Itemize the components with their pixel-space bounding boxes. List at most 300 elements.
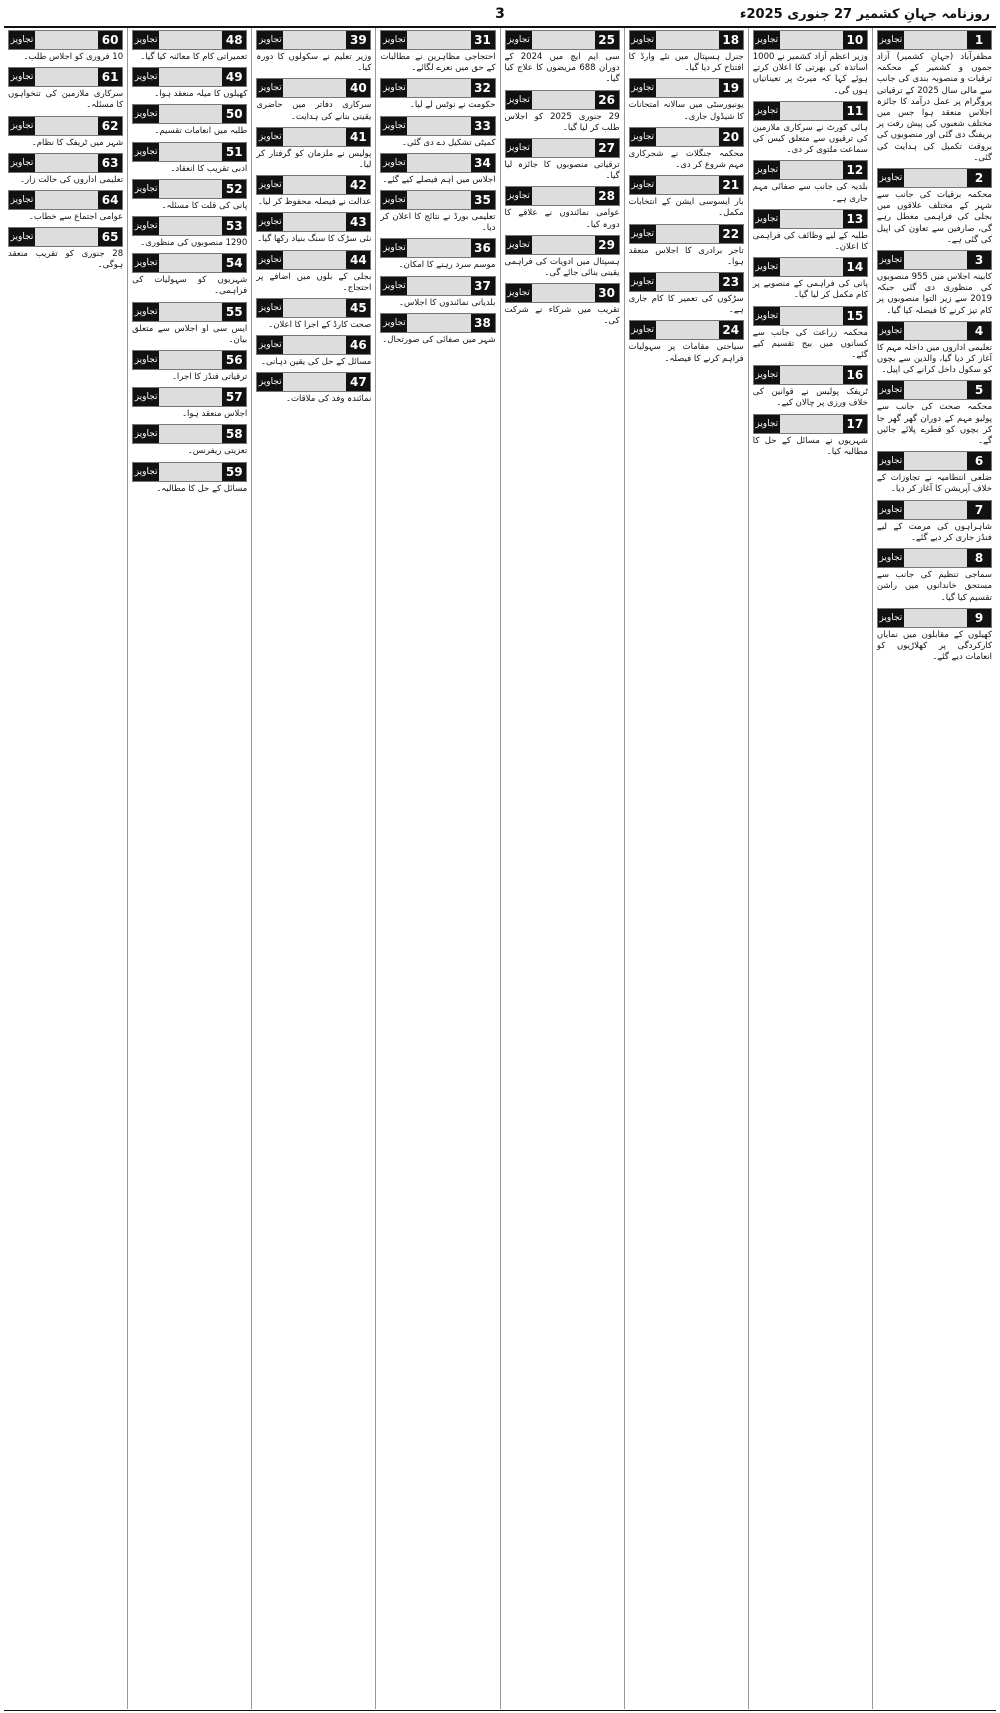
item-number: 46	[346, 336, 370, 354]
item-bar-fill	[904, 322, 967, 340]
item-number: 7	[967, 501, 991, 519]
item-body-text: شہر میں صفائی کی صورتحال۔	[382, 334, 496, 345]
footer-rule	[4, 1710, 996, 1711]
item-body-text: ترقیاتی فنڈز کا اجرا۔	[171, 372, 248, 383]
item-body-text: محکمہ جنگلات نے شجرکاری مہم شروع کر دی۔	[628, 148, 744, 171]
item-bar-fill	[159, 254, 222, 272]
news-item	[132, 302, 247, 346]
item-header-bar	[256, 250, 371, 270]
item-header-bar	[8, 227, 123, 247]
item-badge: تجاویز	[630, 273, 656, 291]
item-header-bar	[256, 212, 371, 232]
item-body-text: مسائل کے حل کا مطالبہ۔	[156, 483, 248, 494]
item-badge: تجاویز	[133, 351, 159, 369]
item-badge: تجاویز	[133, 180, 159, 198]
item-badge: تجاویز	[506, 284, 532, 302]
item-badge: تجاویز	[381, 31, 407, 49]
item-number: 11	[843, 102, 867, 120]
item-bar-fill	[532, 31, 595, 49]
page-number: 3	[495, 6, 505, 22]
item-number: 30	[595, 284, 619, 302]
item-number: 16	[843, 366, 867, 384]
item-badge: تجاویز	[133, 425, 159, 443]
item-number: 58	[222, 425, 246, 443]
item-badge: تجاویز	[381, 154, 407, 172]
item-header-bar	[132, 462, 247, 482]
item-badge: تجاویز	[754, 307, 780, 325]
item-badge: تجاویز	[133, 105, 159, 123]
item-number: 15	[843, 307, 867, 325]
item-number: 10	[843, 31, 867, 49]
item-bar-fill	[904, 549, 967, 567]
news-item	[8, 30, 123, 63]
item-body-text: پولیس نے ملزمان کو گرفتار کر لیا۔	[256, 148, 372, 171]
item-badge: تجاویز	[9, 154, 35, 172]
item-body-text: اجلاس میں اہم فیصلے کیے گئے۔	[382, 174, 496, 185]
item-bar-fill	[159, 351, 222, 369]
item-header-bar	[132, 30, 247, 50]
news-column	[4, 28, 127, 1709]
item-badge: تجاویز	[754, 415, 780, 433]
item-badge: تجاویز	[381, 314, 407, 332]
item-bar-fill	[532, 236, 595, 254]
item-bar-fill	[283, 299, 346, 317]
item-body-text: شہریوں نے مسائل کے حل کا مطالبہ کیا۔	[752, 435, 868, 457]
news-item	[8, 67, 123, 111]
news-item	[380, 313, 495, 346]
item-number: 24	[719, 321, 743, 339]
news-item	[629, 30, 744, 74]
item-header-bar	[380, 30, 495, 50]
item-bar-fill	[159, 31, 222, 49]
news-item	[629, 78, 744, 122]
item-number: 20	[719, 128, 743, 146]
item-header-bar	[877, 451, 992, 471]
item-header-bar	[256, 298, 371, 318]
item-bar-fill	[780, 102, 843, 120]
item-header-bar	[753, 30, 868, 50]
item-number: 2	[967, 169, 991, 187]
item-bar-fill	[904, 609, 967, 627]
item-bar-fill	[904, 501, 967, 519]
item-number: 43	[346, 213, 370, 231]
item-badge: تجاویز	[257, 373, 283, 391]
item-body-text: سڑکوں کی تعمیر کا کام جاری ہے۔	[628, 294, 744, 316]
item-header-bar	[8, 153, 123, 173]
item-body-text: سرکاری دفاتر میں حاضری یقینی بنانے کی ہدایت۔	[256, 100, 372, 122]
item-number: 61	[98, 68, 122, 86]
item-badge: تجاویز	[9, 191, 35, 209]
item-bar-fill	[159, 105, 222, 123]
item-badge: تجاویز	[381, 191, 407, 209]
item-body-text: سماجی تنظیم کی جانب سے مستحق خاندانوں میں راشن تقسیم کیا گیا۔	[876, 570, 992, 603]
news-item	[877, 608, 992, 664]
news-column	[251, 28, 375, 1709]
item-header-bar	[753, 101, 868, 121]
item-header-bar	[380, 78, 495, 98]
item-number: 33	[471, 117, 495, 135]
item-body-text: عوامی نمائندوں نے علاقے کا دورہ کیا۔	[504, 208, 620, 230]
item-bar-fill	[780, 31, 843, 49]
item-body-text: اجلاس منعقد ہوا۔	[182, 409, 248, 420]
news-item	[505, 235, 620, 279]
news-item	[505, 90, 620, 134]
item-badge: تجاویز	[506, 31, 532, 49]
news-column	[748, 28, 872, 1709]
item-header-bar	[380, 116, 495, 136]
item-header-bar	[132, 253, 247, 273]
item-body-text: ہائی کورٹ نے سرکاری ملازمین کی ترقیوں سے متعلق کیس کی سماعت ملتوی کر دی۔	[752, 122, 868, 156]
item-badge: تجاویز	[754, 366, 780, 384]
item-bar-fill	[159, 217, 222, 235]
item-bar-fill	[780, 258, 843, 276]
item-body-text: پانی کی قلت کا مسئلہ۔	[161, 200, 248, 211]
item-header-bar	[629, 175, 744, 195]
news-item	[753, 209, 868, 253]
item-number: 56	[222, 351, 246, 369]
item-bar-fill	[904, 31, 967, 49]
item-header-bar	[380, 190, 495, 210]
news-item	[132, 216, 247, 249]
item-bar-fill	[656, 128, 719, 146]
item-header-bar	[877, 548, 992, 568]
item-number: 32	[471, 79, 495, 97]
item-body-text: کھیلوں کا میلہ منعقد ہوا۔	[154, 89, 248, 100]
item-header-bar	[132, 350, 247, 370]
item-header-bar	[380, 313, 495, 333]
news-item	[753, 365, 868, 409]
news-column	[127, 28, 251, 1709]
item-number: 48	[222, 31, 246, 49]
item-number: 52	[222, 180, 246, 198]
item-badge: تجاویز	[257, 176, 283, 194]
item-badge: تجاویز	[506, 91, 532, 109]
item-header-bar	[132, 216, 247, 236]
item-number: 25	[595, 31, 619, 49]
item-badge: تجاویز	[133, 254, 159, 272]
item-body-text: یونیورسٹی میں سالانہ امتحانات کا شیڈول جاری۔	[628, 100, 744, 122]
item-body-text: تعزیتی ریفرنس۔	[187, 446, 248, 457]
item-number: 14	[843, 258, 867, 276]
item-bar-fill	[532, 91, 595, 109]
item-badge: تجاویز	[133, 303, 159, 321]
item-badge: تجاویز	[9, 117, 35, 135]
item-header-bar	[505, 235, 620, 255]
news-item	[132, 462, 247, 495]
news-item	[380, 78, 495, 111]
item-body-text: پانی کی فراہمی کے منصوبے پر کام مکمل کر لیا گیا۔	[752, 279, 868, 301]
item-number: 28	[595, 187, 619, 205]
item-badge: تجاویز	[878, 381, 904, 399]
news-item	[877, 321, 992, 377]
item-body-text: مسائل کے حل کی یقین دہانی۔	[260, 357, 372, 368]
masthead	[4, 6, 996, 28]
item-number: 63	[98, 154, 122, 172]
item-body-text: احتجاجی مظاہرین نے مطالبات کے حق میں نعرے لگائے۔	[380, 52, 496, 74]
news-item	[380, 30, 495, 74]
news-item	[877, 451, 992, 495]
item-body-text: بار ایسوسی ایشن کے انتخابات مکمل۔	[628, 197, 744, 219]
item-bar-fill	[780, 415, 843, 433]
news-item	[877, 500, 992, 544]
item-header-bar	[256, 335, 371, 355]
news-item	[629, 175, 744, 219]
item-bar-fill	[904, 452, 967, 470]
item-body-text: سیاحتی مقامات پر سہولیات فراہم کرنے کا فیصلہ۔	[628, 342, 744, 364]
item-number: 23	[719, 273, 743, 291]
item-body-text: حکومت نے نوٹس لے لیا۔	[409, 100, 496, 111]
item-header-bar	[629, 127, 744, 147]
item-header-bar	[753, 257, 868, 277]
news-item	[132, 387, 247, 420]
item-number: 6	[967, 452, 991, 470]
item-body-text: مظفرآباد (جہانِ کشمیر) آزاد جموں و کشمیر کے محکمہ ترقیات و منصوبہ بندی کی جانب سے مالی سال 2025 کے ترقیاتی پروگرام پر عمل درآمد کا جائزہ اجلاس منعقد ہوا جس میں مختلف شعبوں کی پیش رفت پر بریفنگ دی گئی اور منصوبوں کی بروقت تکمیل کی ہدایت کی گئی۔	[876, 52, 993, 163]
item-header-bar	[505, 283, 620, 303]
item-number: 1	[967, 31, 991, 49]
item-number: 51	[222, 143, 246, 161]
item-bar-fill	[407, 239, 470, 257]
item-badge: تجاویز	[257, 299, 283, 317]
item-bar-fill	[35, 228, 98, 246]
item-header-bar	[753, 160, 868, 180]
item-header-bar	[132, 387, 247, 407]
item-body-text: 28 جنوری کو تقریب منعقد ہوگی۔	[8, 249, 124, 271]
item-badge: تجاویز	[257, 31, 283, 49]
news-item	[256, 30, 371, 74]
item-badge: تجاویز	[630, 128, 656, 146]
item-number: 55	[222, 303, 246, 321]
item-number: 17	[843, 415, 867, 433]
item-badge: تجاویز	[878, 452, 904, 470]
news-item	[8, 190, 123, 223]
item-bar-fill	[283, 213, 346, 231]
news-item	[8, 153, 123, 186]
item-badge: تجاویز	[257, 79, 283, 97]
item-header-bar	[877, 380, 992, 400]
item-bar-fill	[159, 68, 222, 86]
news-item	[505, 186, 620, 230]
item-header-bar	[753, 306, 868, 326]
item-badge: تجاویز	[9, 68, 35, 86]
news-column	[375, 28, 499, 1709]
item-body-text: عدالت نے فیصلہ محفوظ کر لیا۔	[257, 197, 372, 208]
item-bar-fill	[656, 225, 719, 243]
item-badge: تجاویز	[878, 169, 904, 187]
item-body-text: محکمہ صحت کی جانب سے پولیو مہم کے دوران گھر گھر جا کر بچوں کو قطرے پلائے جائیں گے۔	[876, 402, 992, 447]
item-bar-fill	[159, 425, 222, 443]
item-bar-fill	[780, 210, 843, 228]
item-header-bar	[380, 276, 495, 296]
item-body-text: سرکاری ملازمین کی تنخواہوں کا مسئلہ۔	[8, 89, 124, 111]
item-number: 54	[222, 254, 246, 272]
item-badge: تجاویز	[630, 31, 656, 49]
item-bar-fill	[904, 381, 967, 399]
item-header-bar	[132, 67, 247, 87]
item-badge: تجاویز	[133, 143, 159, 161]
news-item	[753, 414, 868, 458]
item-body-text: بجلی کے بلوں میں اضافے پر احتجاج۔	[256, 271, 372, 293]
item-bar-fill	[407, 314, 470, 332]
item-number: 26	[595, 91, 619, 109]
item-body-text: وزیر تعلیم نے سکولوں کا دورہ کیا۔	[256, 52, 372, 74]
item-header-bar	[132, 104, 247, 124]
item-badge: تجاویز	[381, 79, 407, 97]
item-header-bar	[877, 608, 992, 628]
item-number: 42	[346, 176, 370, 194]
item-number: 65	[98, 228, 122, 246]
item-bar-fill	[656, 273, 719, 291]
item-number: 47	[346, 373, 370, 391]
item-header-bar	[256, 175, 371, 195]
item-body-text: کھیلوں کے مقابلوں میں نمایاں کارکردگی پر کھلاڑیوں کو انعامات دیے گئے۔	[876, 629, 992, 663]
item-body-text: محکمہ برقیات کی جانب سے شہر کے مختلف علاقوں میں بجلی کی فراہمی معطل رہے گی، صارفین سے تعاون کی اپیل کی گئی ہے۔	[876, 190, 992, 245]
item-bar-fill	[283, 128, 346, 146]
item-number: 57	[222, 388, 246, 406]
item-header-bar	[877, 30, 992, 50]
item-header-bar	[8, 116, 123, 136]
item-number: 31	[471, 31, 495, 49]
item-number: 8	[967, 549, 991, 567]
item-body-text: طلبہ میں انعامات تقسیم۔	[154, 126, 248, 137]
item-number: 38	[471, 314, 495, 332]
news-item	[132, 67, 247, 100]
item-body-text: ٹریفک پولیس نے قوانین کی خلاف ورزی پر چالان کیے۔	[752, 387, 868, 409]
news-item	[380, 153, 495, 186]
item-bar-fill	[407, 191, 470, 209]
item-number: 50	[222, 105, 246, 123]
item-number: 62	[98, 117, 122, 135]
item-body-text: نمائندہ وفد کی ملاقات۔	[286, 394, 372, 405]
item-bar-fill	[283, 31, 346, 49]
item-bar-fill	[283, 176, 346, 194]
item-number: 34	[471, 154, 495, 172]
item-number: 21	[719, 176, 743, 194]
item-body-text: شاہراہوں کی مرمت کے لیے فنڈز جاری کر دیے گئے۔	[876, 521, 992, 543]
item-bar-fill	[159, 180, 222, 198]
item-badge: تجاویز	[506, 236, 532, 254]
item-bar-fill	[656, 321, 719, 339]
item-number: 18	[719, 31, 743, 49]
news-item	[8, 227, 123, 271]
item-badge: تجاویز	[630, 176, 656, 194]
news-item	[132, 179, 247, 212]
item-badge: تجاویز	[9, 228, 35, 246]
item-header-bar	[629, 30, 744, 50]
item-body-text: نئی سڑک کا سنگ بنیاد رکھا گیا۔	[257, 234, 372, 245]
item-header-bar	[753, 365, 868, 385]
item-bar-fill	[283, 79, 346, 97]
item-header-bar	[8, 30, 123, 50]
item-body-text: تعلیمی اداروں میں داخلہ مہم کا آغاز کر دیا گیا، والدین سے بچوں کو سکول داخل کرانے کی اپیل۔	[876, 342, 992, 376]
item-badge: تجاویز	[133, 388, 159, 406]
item-body-text: 10 فروری کو اجلاس طلب۔	[23, 52, 124, 62]
news-item	[629, 224, 744, 268]
item-body-text: شہر میں ٹریفک کا نظام۔	[31, 137, 124, 148]
item-body-text: تقریب میں شرکاء نے شرکت کی۔	[504, 305, 620, 327]
news-item	[256, 175, 371, 208]
item-bar-fill	[35, 191, 98, 209]
news-item	[132, 30, 247, 63]
news-item	[505, 138, 620, 182]
item-bar-fill	[159, 303, 222, 321]
news-item	[256, 127, 371, 171]
item-header-bar	[629, 272, 744, 292]
news-item	[256, 298, 371, 331]
item-badge: تجاویز	[506, 139, 532, 157]
news-item	[753, 160, 868, 204]
item-bar-fill	[532, 139, 595, 157]
item-number: 59	[222, 463, 246, 481]
news-item	[8, 116, 123, 149]
item-bar-fill	[780, 161, 843, 179]
item-number: 53	[222, 217, 246, 235]
item-header-bar	[256, 372, 371, 392]
item-number: 40	[346, 79, 370, 97]
item-body-text: عوامی اجتماع سے خطاب۔	[28, 212, 124, 223]
item-body-text: محکمہ زراعت کی جانب سے کسانوں میں بیج تقسیم کیے گئے۔	[752, 327, 868, 361]
item-bar-fill	[780, 307, 843, 325]
item-number: 44	[346, 251, 370, 269]
news-item	[380, 276, 495, 309]
item-body-text: 1290 منصوبوں کی منظوری۔	[140, 238, 248, 249]
item-body-text: ایس سی او اجلاس سے متعلق بیان۔	[132, 323, 248, 345]
item-badge: تجاویز	[133, 31, 159, 49]
item-header-bar	[505, 138, 620, 158]
item-number: 49	[222, 68, 246, 86]
item-badge: تجاویز	[754, 210, 780, 228]
item-badge: تجاویز	[878, 501, 904, 519]
news-item	[629, 272, 744, 316]
item-header-bar	[877, 168, 992, 188]
item-header-bar	[505, 30, 620, 50]
item-badge: تجاویز	[257, 213, 283, 231]
item-number: 22	[719, 225, 743, 243]
item-header-bar	[380, 153, 495, 173]
item-body-text: تاجر برادری کا اجلاس منعقد ہوا۔	[628, 245, 744, 267]
item-header-bar	[505, 186, 620, 206]
item-header-bar	[8, 67, 123, 87]
item-bar-fill	[656, 79, 719, 97]
item-bar-fill	[532, 187, 595, 205]
news-item	[132, 350, 247, 383]
news-item	[132, 253, 247, 297]
item-bar-fill	[656, 176, 719, 194]
news-item	[753, 257, 868, 301]
news-item	[132, 424, 247, 457]
item-header-bar	[132, 142, 247, 162]
item-number: 45	[346, 299, 370, 317]
news-column	[500, 28, 624, 1709]
item-header-bar	[380, 238, 495, 258]
item-body-text: ضلعی انتظامیہ نے تجاوزات کے خلاف آپریشن کا آغاز کر دیا۔	[876, 473, 992, 495]
news-item	[505, 283, 620, 327]
item-number: 19	[719, 79, 743, 97]
item-header-bar	[629, 78, 744, 98]
item-bar-fill	[283, 373, 346, 391]
item-number: 29	[595, 236, 619, 254]
item-header-bar	[132, 424, 247, 444]
item-bar-fill	[407, 31, 470, 49]
item-number: 39	[346, 31, 370, 49]
item-badge: تجاویز	[754, 161, 780, 179]
item-badge: تجاویز	[133, 217, 159, 235]
item-bar-fill	[35, 117, 98, 135]
news-item	[380, 116, 495, 149]
news-item	[380, 238, 495, 271]
news-item	[877, 250, 992, 317]
news-item	[629, 320, 744, 364]
news-item	[753, 306, 868, 362]
